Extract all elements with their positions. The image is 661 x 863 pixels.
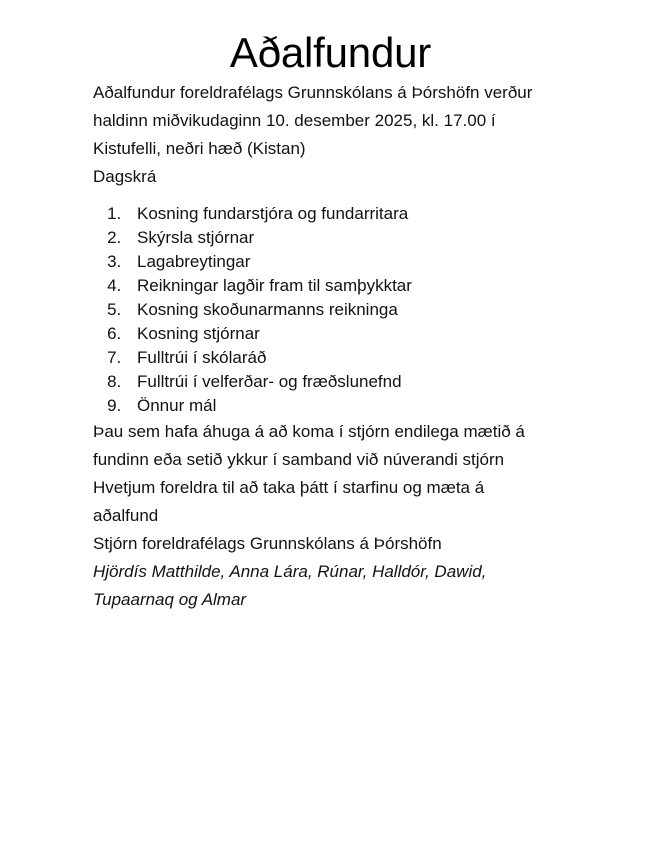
list-item: 4. Reikningar lagðir fram til samþykktar <box>126 274 563 298</box>
list-item: 7. Fulltrúi í skólaráð <box>126 346 563 370</box>
list-item: 9. Önnur mál <box>126 394 563 418</box>
list-item: 2. Skýrsla stjórnar <box>126 226 563 250</box>
call-to-action-heading: Hvetjum foreldra til að taka þátt í starfinu og mæta á aðalfund <box>93 478 485 525</box>
list-item: 8. Fulltrúi í velferðar- og fræðslunefnd <box>126 370 563 394</box>
list-item: 6. Kosning stjórnar <box>126 322 563 346</box>
list-item: 3. Lagabreytingar <box>126 250 563 274</box>
board-attribution: Stjórn foreldrafélags Grunnskólans á Þórshöfn <box>93 534 442 553</box>
list-item: 1. Kosning fundarstjóra og fundarritara <box>126 202 563 226</box>
board-member-names: Hjördís Matthilde, Anna Lára, Rúnar, Halldór, Dawid, Tupaarnaq og Almar <box>93 562 487 609</box>
intro-paragraph: Aðalfundur foreldrafélags Grunnskólans á Þórshöfn verður haldinn miðvikudaginn 10. desember 2025, kl. 17.00 í Kistufelli, neðri hæð (Kistan) <box>93 83 533 158</box>
agenda-list <box>93 202 563 418</box>
page-title: Aðalfundur <box>229 29 432 76</box>
agenda-heading: Dagskrá <box>93 167 157 186</box>
document-body <box>0 79 563 614</box>
participation-notice: Þau sem hafa áhuga á að koma í stjórn endilega mætið á fundinn eða setið ykkur í samband við núverandi stjórn <box>93 422 525 469</box>
list-item: 5. Kosning skoðunarmanns reikninga <box>126 298 563 322</box>
